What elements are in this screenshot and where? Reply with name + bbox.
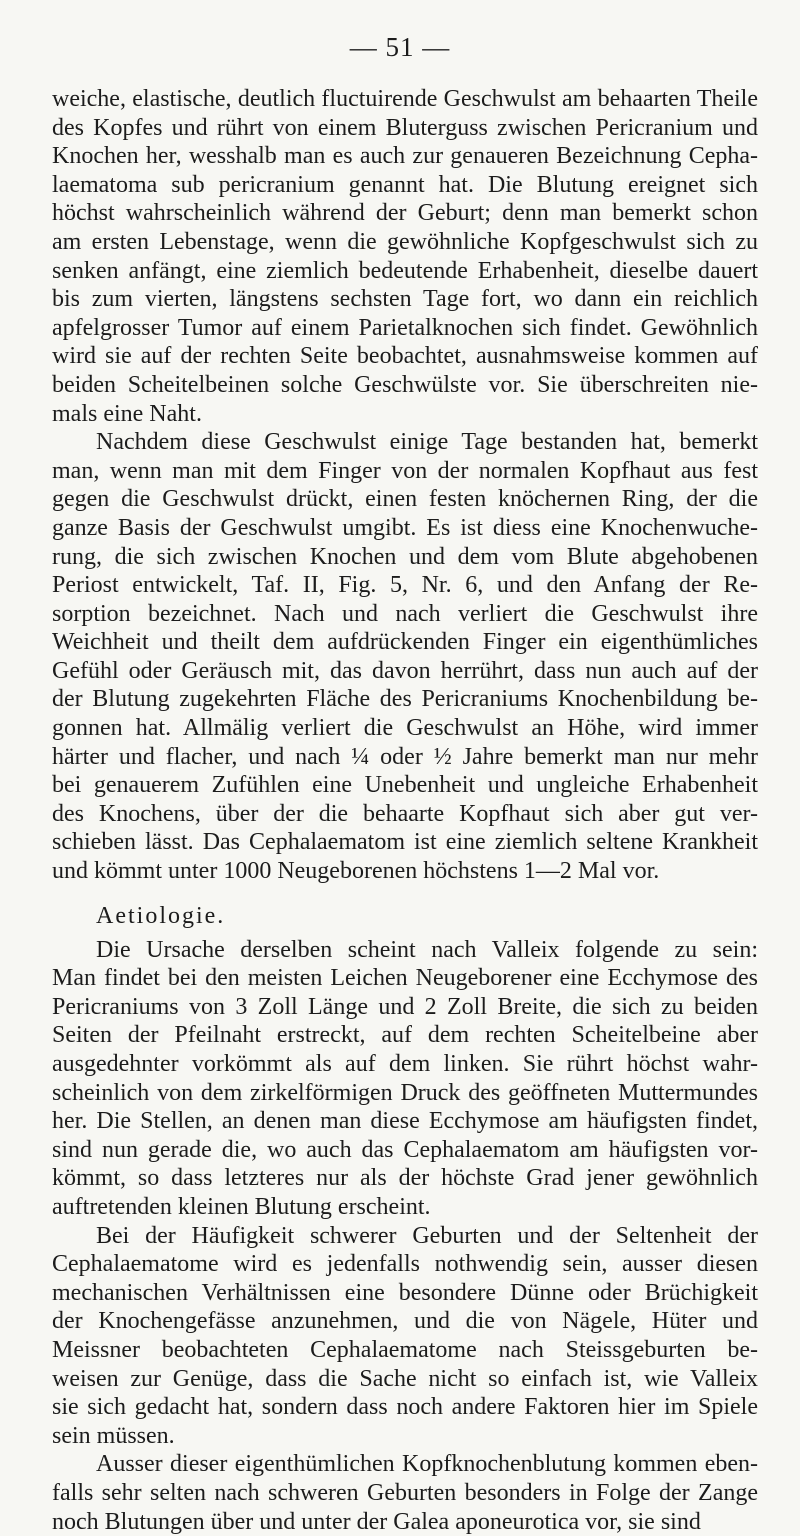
text-line: senken anfängt, eine ziemlich bedeutende Erhabenheit, dieselbe dauert [52, 257, 758, 286]
paragraph [52, 1222, 758, 1451]
text-line: bis zum vierten, längstens sechsten Tage fort, wo dann ein reichlich [52, 285, 758, 314]
text-line: schieben lässt. Das Cephalaematom ist eine ziemlich seltene Krankheit [52, 828, 758, 857]
text-line: sie sich gedacht hat, sondern dass noch andere Faktoren hier im Spiele [52, 1393, 758, 1422]
text-line: Man findet bei den meisten Leichen Neugeborener eine Ecchymose des [52, 964, 758, 993]
text-line: Meissner beobachteten Cephalaematome nach Steissgeburten be- [52, 1336, 758, 1365]
text-line: kömmt, so dass letzteres nur als der höchste Grad jener gewöhnlich [52, 1164, 758, 1193]
text-line: Gefühl oder Geräusch mit, das davon herrührt, dass nun auch auf der [52, 657, 758, 686]
text-line: ausgedehnter vorkömmt als auf dem linken. Sie rührt höchst wahr- [52, 1050, 758, 1079]
text-line: und kömmt unter 1000 Neugeborenen höchstens 1—2 Mal vor. [52, 857, 758, 886]
text-line: ganze Basis der Geschwulst umgibt. Es ist diess eine Knochenwuche- [52, 514, 758, 543]
text-line: Die Ursache derselben scheint nach Valleix folgende zu sein: [52, 936, 758, 965]
text-line: sorption bezeichnet. Nach und nach verliert die Geschwulst ihre [52, 600, 758, 629]
text-line: man, wenn man mit dem Finger von der normalen Kopfhaut aus fest [52, 457, 758, 486]
text-line: wird sie auf der rechten Seite beobachtet, ausnahmsweise kommen auf [52, 342, 758, 371]
text-line: sein müssen. [52, 1422, 758, 1451]
text-line: des Knochens, über der die behaarte Kopfhaut sich aber gut ver- [52, 800, 758, 829]
text-line: weisen zur Genüge, dass die Sache nicht so einfach ist, wie Valleix [52, 1365, 758, 1394]
text-line: noch Blutungen über und unter der Galea aponeurotica vor, sie sind [52, 1508, 758, 1536]
text-line: gonnen hat. Allmälig verliert die Geschwulst an Höhe, wird immer [52, 714, 758, 743]
text-line: härter und flacher, und nach ¼ oder ½ Jahre bemerkt man nur mehr [52, 743, 758, 772]
text-line: gegen die Geschwulst drückt, einen festen knöchernen Ring, der die [52, 485, 758, 514]
text-line: Knochen her, wesshalb man es auch zur genaueren Bezeichnung Cepha- [52, 142, 758, 171]
text-line: beiden Scheitelbeinen solche Geschwülste vor. Sie überschreiten nie- [52, 371, 758, 400]
text-line: der Knochengefässe anzunehmen, und die von Nägele, Hüter und [52, 1307, 758, 1336]
text-line: Bei der Häufigkeit schwerer Geburten und der Seltenheit der [52, 1222, 758, 1251]
text-line: Weichheit und theilt dem aufdrückenden Finger ein eigenthümliches [52, 628, 758, 657]
text-line: Cephalaematome wird es jedenfalls nothwendig sein, ausser diesen [52, 1250, 758, 1279]
text-line: Ausser dieser eigenthümlichen Kopfknochenblutung kommen eben- [52, 1450, 758, 1479]
text-line: Periost entwickelt, Taf. II, Fig. 5, Nr. 6, und den Anfang der Re- [52, 571, 758, 600]
text-line: rung, die sich zwischen Knochen und dem vom Blute abgehobenen [52, 543, 758, 572]
text-line: bei genauerem Zufühlen eine Unebenheit und ungleiche Erhabenheit [52, 771, 758, 800]
text-line: Nachdem diese Geschwulst einige Tage bestanden hat, bemerkt [52, 428, 758, 457]
paragraph [52, 85, 758, 428]
text-line: sind nun gerade die, wo auch das Cephalaematom am häufigsten vor- [52, 1136, 758, 1165]
text-line: apfelgrosser Tumor auf einem Parietalknochen sich findet. Gewöhnlich [52, 314, 758, 343]
text-line: her. Die Stellen, an denen man diese Ecchymose am häufigsten findet, [52, 1107, 758, 1136]
text-line: Seiten der Pfeilnaht erstreckt, auf dem rechten Scheitelbeine aber [52, 1021, 758, 1050]
text-line: am ersten Lebenstage, wenn die gewöhnliche Kopfgeschwulst sich zu [52, 228, 758, 257]
text-line: der Blutung zugekehrten Fläche des Pericraniums Knochenbildung be- [52, 685, 758, 714]
text-line: mals eine Naht. [52, 400, 758, 429]
text-line: laematoma sub pericranium genannt hat. Die Blutung ereignet sich [52, 171, 758, 200]
section-heading: Aetiologie. [52, 896, 758, 936]
paragraph [52, 936, 758, 1222]
page-number: — 51 — [0, 32, 800, 63]
text-line: falls sehr selten nach schweren Geburten besonders in Folge der Zange [52, 1479, 758, 1508]
paragraph [52, 1450, 758, 1536]
text-line: mechanischen Verhältnissen eine besondere Dünne oder Brüchigkeit [52, 1279, 758, 1308]
text-line: weiche, elastische, deutlich fluctuirende Geschwulst am behaarten Theile [52, 85, 758, 114]
body-text [52, 85, 758, 1536]
paragraph [52, 428, 758, 886]
text-line: scheinlich von dem zirkelförmigen Druck des geöffneten Muttermundes [52, 1079, 758, 1108]
text-line: höchst wahrscheinlich während der Geburt; denn man bemerkt schon [52, 199, 758, 228]
text-line: Pericraniums von 3 Zoll Länge und 2 Zoll Breite, die sich zu beiden [52, 993, 758, 1022]
text-line: auftretenden kleinen Blutung erscheint. [52, 1193, 758, 1222]
text-line: des Kopfes und rührt von einem Bluterguss zwischen Pericranium und [52, 114, 758, 143]
